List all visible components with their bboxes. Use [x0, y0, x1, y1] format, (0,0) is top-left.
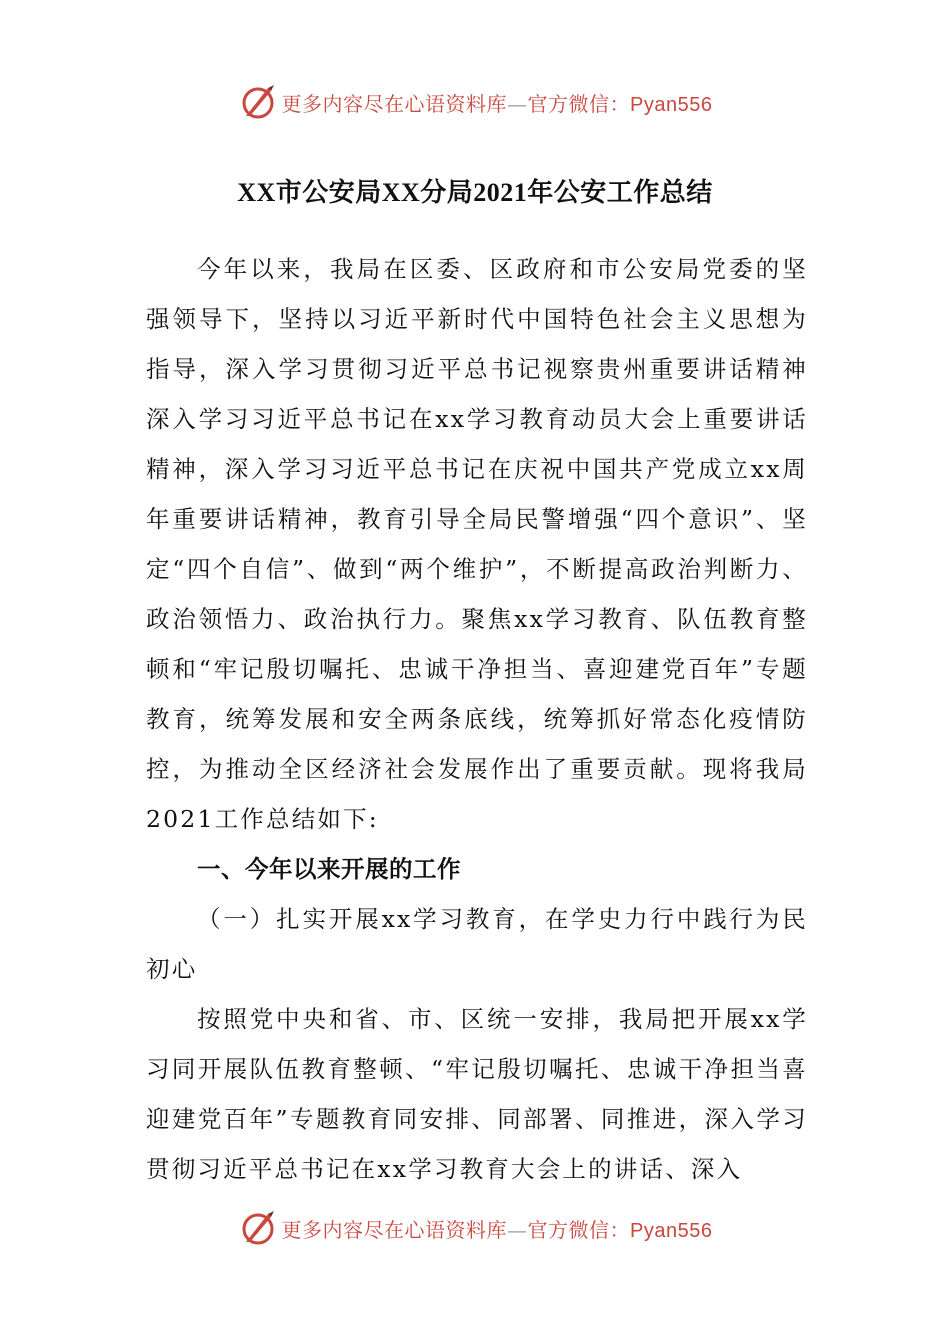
- body-paragraph: 按照党中央和省、市、区统一安排，我局把开展xx学习同开展队伍教育整顿、“牢记殷切嘱托、忠诚干净担当喜迎建党百年”专题教育同安排、同部署、同推进，深入学习贯彻习近平总书记在xx学习教育大会上的讲话、深入: [146, 1005, 808, 1183]
- watermark-text: 更多内容尽在心语资料库—官方微信：Pyan556: [281, 91, 713, 116]
- header-watermark: [0, 80, 950, 124]
- footer-watermark: [0, 1206, 950, 1250]
- section-heading: 一、今年以来开展的工作: [197, 855, 461, 883]
- intro-paragraph: 今年以来，我局在区委、区政府和市公安局党委的坚强领导下，坚持以习近平新时代中国特色社会主义思想为指导，深入学习贯彻习近平总书记视察贵州重要讲话精神深入学习习近平总书记在xx学习教育动员大会上重要讲话精神，深入学习习近平总书记在庆祝中国共产党成立xx周年重要讲话精神，教育引导全局民警增强“四个意识”、坚定“四个自信”、做到“两个维护”，不断提高政治判断力、政治领悟力、政治执行力。聚焦xx学习教育、队伍教育整顿和“牢记殷切嘱托、忠诚干净担当、喜迎建党百年”专题教育，统筹发展和安全两条底线，统筹抓好常态化疫情防控，为推动全区经济社会发展作出了重要贡献。现将我局2021工作总结如下:: [146, 255, 808, 833]
- subsection-heading: （一）扎实开展xx学习教育，在学史力行中践行为民初心: [146, 905, 808, 983]
- quill-logo-icon: [238, 82, 278, 122]
- document-title: XX市公安局XX分局2021年公安工作总结: [237, 178, 713, 207]
- quill-logo-icon: [238, 1208, 278, 1248]
- watermark-text: 更多内容尽在心语资料库—官方微信：Pyan556: [281, 1217, 713, 1242]
- document-body: [146, 244, 808, 1194]
